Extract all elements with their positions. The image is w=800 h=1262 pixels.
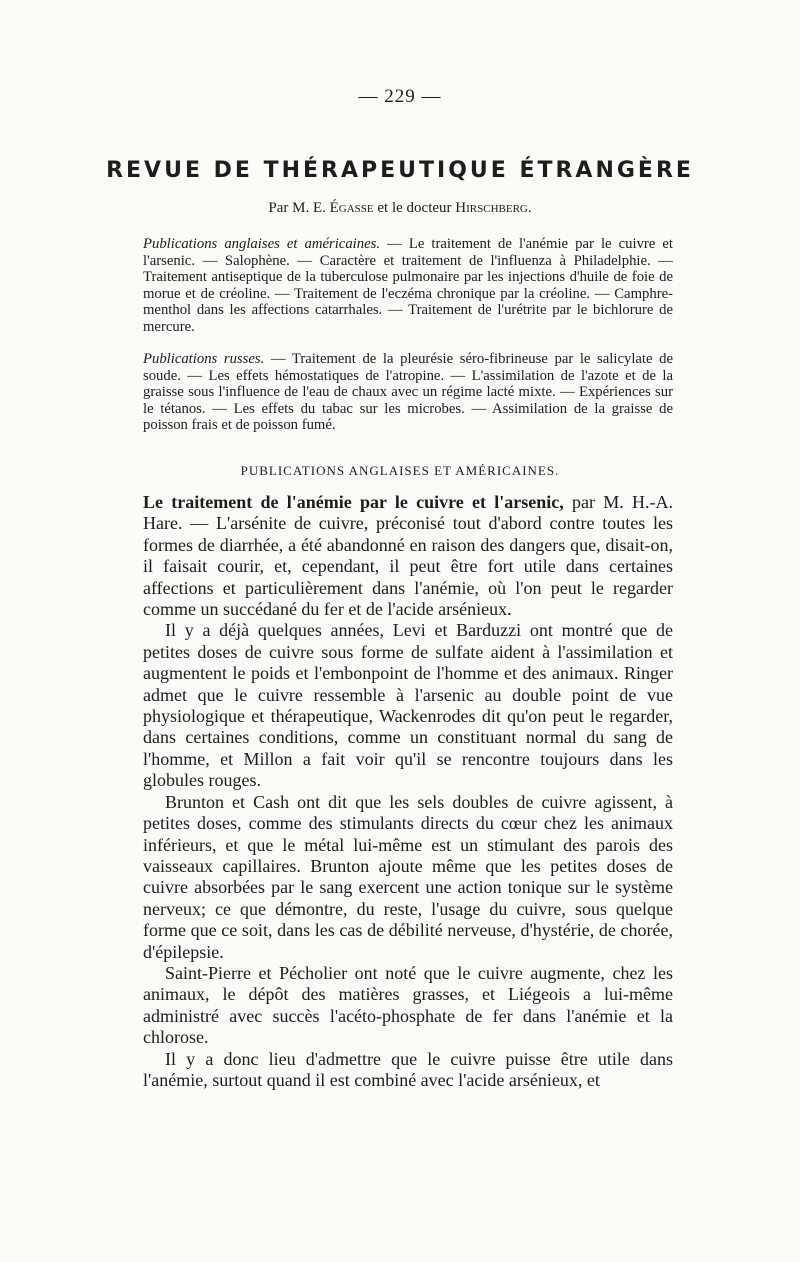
article-paragraph-3: Brunton et Cash ont dit que les sels doubles de cuivre agissent, à petites doses, comme des stimulants directs du cœur chez les animaux inférieurs, et que le métal lui-même est un stimulant des parois des vaisseaux capillaires. Brunton ajoute même que les petites doses de cuivre absorbées par le sang exercent une action tonique sur le système nerveux; ce que démontre, du reste, l'usage du cuivre, sous quelque forme que ce soit, dans les cas de débilité nerveuse, d'hystérie, de chorée, d'épilepsie. bbox=[143, 791, 673, 962]
article-paragraph-5: Il y a donc lieu d'admettre que le cuivre puisse être utile dans l'anémie, surtout quand il est combiné avec l'acide arsénieux, et bbox=[143, 1048, 673, 1090]
page-title: REVUE DE THÉRAPEUTIQUE ÉTRANGÈRE bbox=[106, 158, 694, 183]
summary-russes bbox=[143, 351, 673, 434]
summary-anglaises bbox=[143, 236, 673, 335]
article-paragraph-2: Il y a déjà quelques années, Levi et Barduzzi ont montré que de petites doses de cuivre sous forme de sulfate aident à l'assimilation et augmentent le poids et l'embonpoint de l'homme et des animaux. Ringer admet que le cuivre ressemble à l'arsenic au double point de vue physiologique et thérapeutique, Wackenrodes dit qu'on peut le regarder, dans certaines conditions, comme un constituant normal du sang de l'homme, et Millon a fait voir qu'il se rencontre toujours dans les globules rouges. bbox=[143, 620, 673, 791]
article-paragraph-4: Saint-Pierre et Pécholier ont noté que le cuivre augmente, chez les animaux, le dépôt des matières grasses, et Liégeois a lui-même administré avec succès l'acéto-phosphate de fer dans l'anémie et la chlorose. bbox=[143, 962, 673, 1048]
summary-anglaises-text: — Le traitement de l'anémie par le cuivre et l'arsenic. — Salophène. — Caractère et traitement de l'influenza à Philadelphie. — Traitement antiseptique de la tuberculose pulmonaire par les injections d'huile de foie de morue et de créoline. — Traitement de l'eczéma chronique par la créoline. — Camphre-menthol dans les affections catarrhales. — Traitement de l'urétrite par le bichlorure de mercure. bbox=[143, 236, 673, 335]
article-lead-title: Le traitement de l'anémie par le cuivre et l'arsenic, bbox=[143, 492, 564, 512]
article-body bbox=[143, 492, 673, 1091]
section-heading: PUBLICATIONS ANGLAISES ET AMÉRICAINES. bbox=[240, 463, 560, 478]
summary-russes-heading: Publications russes. bbox=[143, 351, 265, 367]
summary-anglaises-heading: Publications anglaises et américaines. bbox=[143, 236, 381, 252]
article-paragraph-1 bbox=[143, 492, 673, 620]
author-egasse: Égasse bbox=[329, 200, 374, 216]
byline-joiner: et le docteur bbox=[377, 200, 452, 216]
byline-prefix: Par M. E. bbox=[268, 200, 326, 216]
article-lead-author: par M. H.-A. Hare. bbox=[143, 492, 673, 534]
byline bbox=[0, 200, 800, 217]
article-p1-text: — L'arsénite de cuivre, préconisé tout d'abord contre toutes les formes de diarrhée, a été abandonné en raison des dangers que, disait-on, il faisait courir, et, cependant, il peut être fort utile dans certaines affections et particulièrement dans l'anémie, où l'on peut le regarder comme un succédané du fer et de l'acide arsénieux. bbox=[143, 513, 674, 620]
author-hirschberg: Hirschberg. bbox=[455, 200, 532, 216]
page-number: — 229 — bbox=[358, 86, 442, 107]
summary-russes-text: — Traitement de la pleurésie séro-fibrineuse par le salicylate de soude. — Les effets hémostatiques de l'atropine. — L'assimilation de l'azote et de la graisse sous l'influence de l'eau de chaux avec un régime lacté mixte. — Expériences sur le tétanos. — Les effets du tabac sur les microbes. — Assimilation de la graisse de poisson frais et de poisson fumé. bbox=[143, 351, 673, 433]
